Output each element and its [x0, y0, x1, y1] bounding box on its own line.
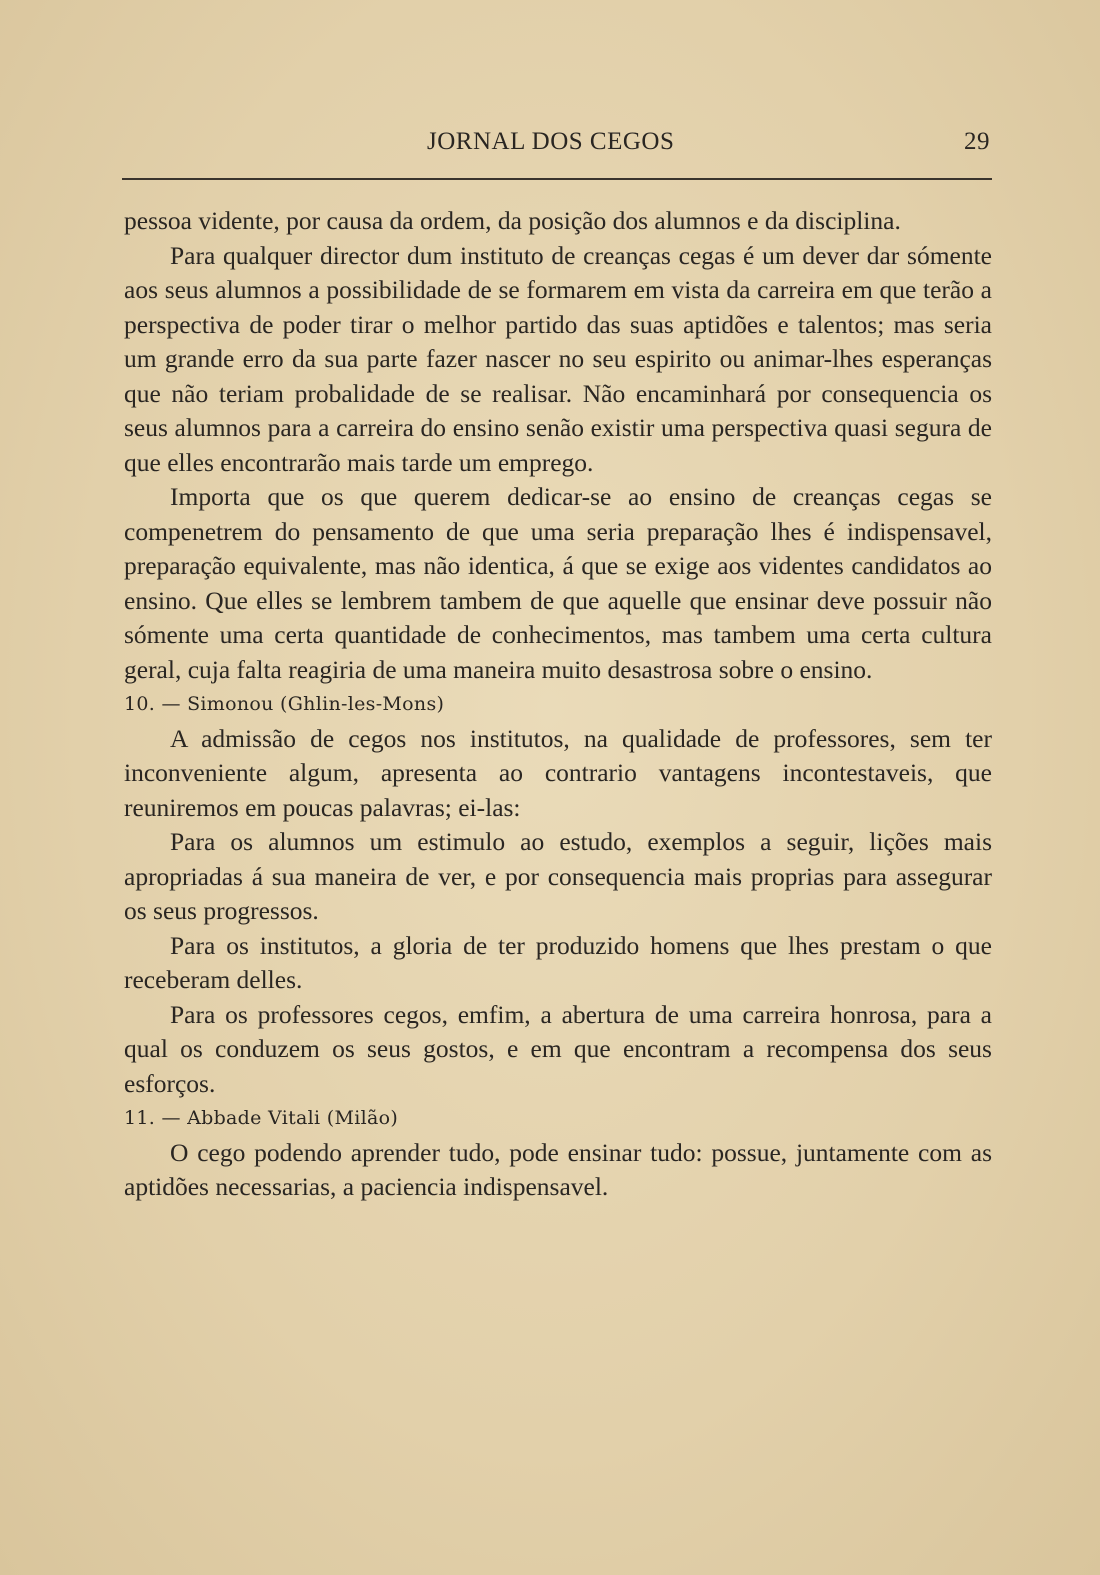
running-header	[122, 128, 992, 164]
page-number: 29	[964, 128, 990, 155]
paragraph: O cego podendo aprender tudo, pode ensinar tudo: possue, juntamente com as aptidões necessarias, a paciencia indispensavel.	[124, 1137, 992, 1201]
paragraph: Para os professores cegos, emfim, a abertura de uma carreira honrosa, para a qual os conduzem os seus gostos, e em que encontram a recompensa dos seus esforços.	[124, 999, 992, 1098]
paragraph: Para os alumnos um estimulo ao estudo, exemplos a seguir, lições mais apropriadas á sua maneira de ver, e por consequencia mais proprias para assegurar os seus progressos.	[124, 827, 992, 925]
journal-title: JORNAL DOS CEGOS	[427, 128, 675, 155]
paragraph: pessoa vidente, por causa da ordem, da posição dos alumnos e da disciplina.	[124, 206, 901, 235]
header-rule	[122, 178, 992, 180]
body-text	[124, 204, 992, 1205]
paragraph: Para os institutos, a gloria de ter produzido homens que lhes prestam o que receberam delles.	[124, 930, 992, 994]
section-heading-11: 11. — Abbade Vitali (Milão)	[124, 1107, 399, 1129]
section-heading-10: 10. — Simonou (Ghlin-les-Mons)	[124, 693, 445, 715]
paragraph: Importa que os que querem dedicar-se ao ensino de creanças cegas se compenetrem do pensamento de que uma seria preparação lhes é indispensavel, preparação equivalente, mas não identica, á que se exige aos videntes candidatos ao ensino. Que elles se lembrem tambem de que aquelle que ensinar deve possuir não sómente uma certa quantidade de conhecimentos, mas tambem uma certa cultura geral, cuja falta reagiria de uma maneira muito desastrosa sobre o ensino.	[124, 482, 992, 684]
paragraph: Para qualquer director dum instituto de creanças cegas é um dever dar sómente aos seus alumnos a possibilidade de se formarem em vista da carreira em que terão a perspectiva de poder tirar o melhor partido das suas aptidões e talentos; mas seria um grande erro da sua parte fazer nascer no seu espirito ou animar-lhes esperanças que não teriam probalidade de se realisar. Não encaminhará por consequencia os seus alumnos para a carreira do ensino senão existir uma perspectiva quasi segura de que elles encontrarão mais tarde um emprego.	[124, 240, 992, 477]
paragraph: A admissão de cegos nos institutos, na qualidade de professores, sem ter inconveniente algum, apresenta ao contrario vantagens incontestaveis, que reuniremos em poucas palavras; ei-las:	[124, 723, 992, 822]
